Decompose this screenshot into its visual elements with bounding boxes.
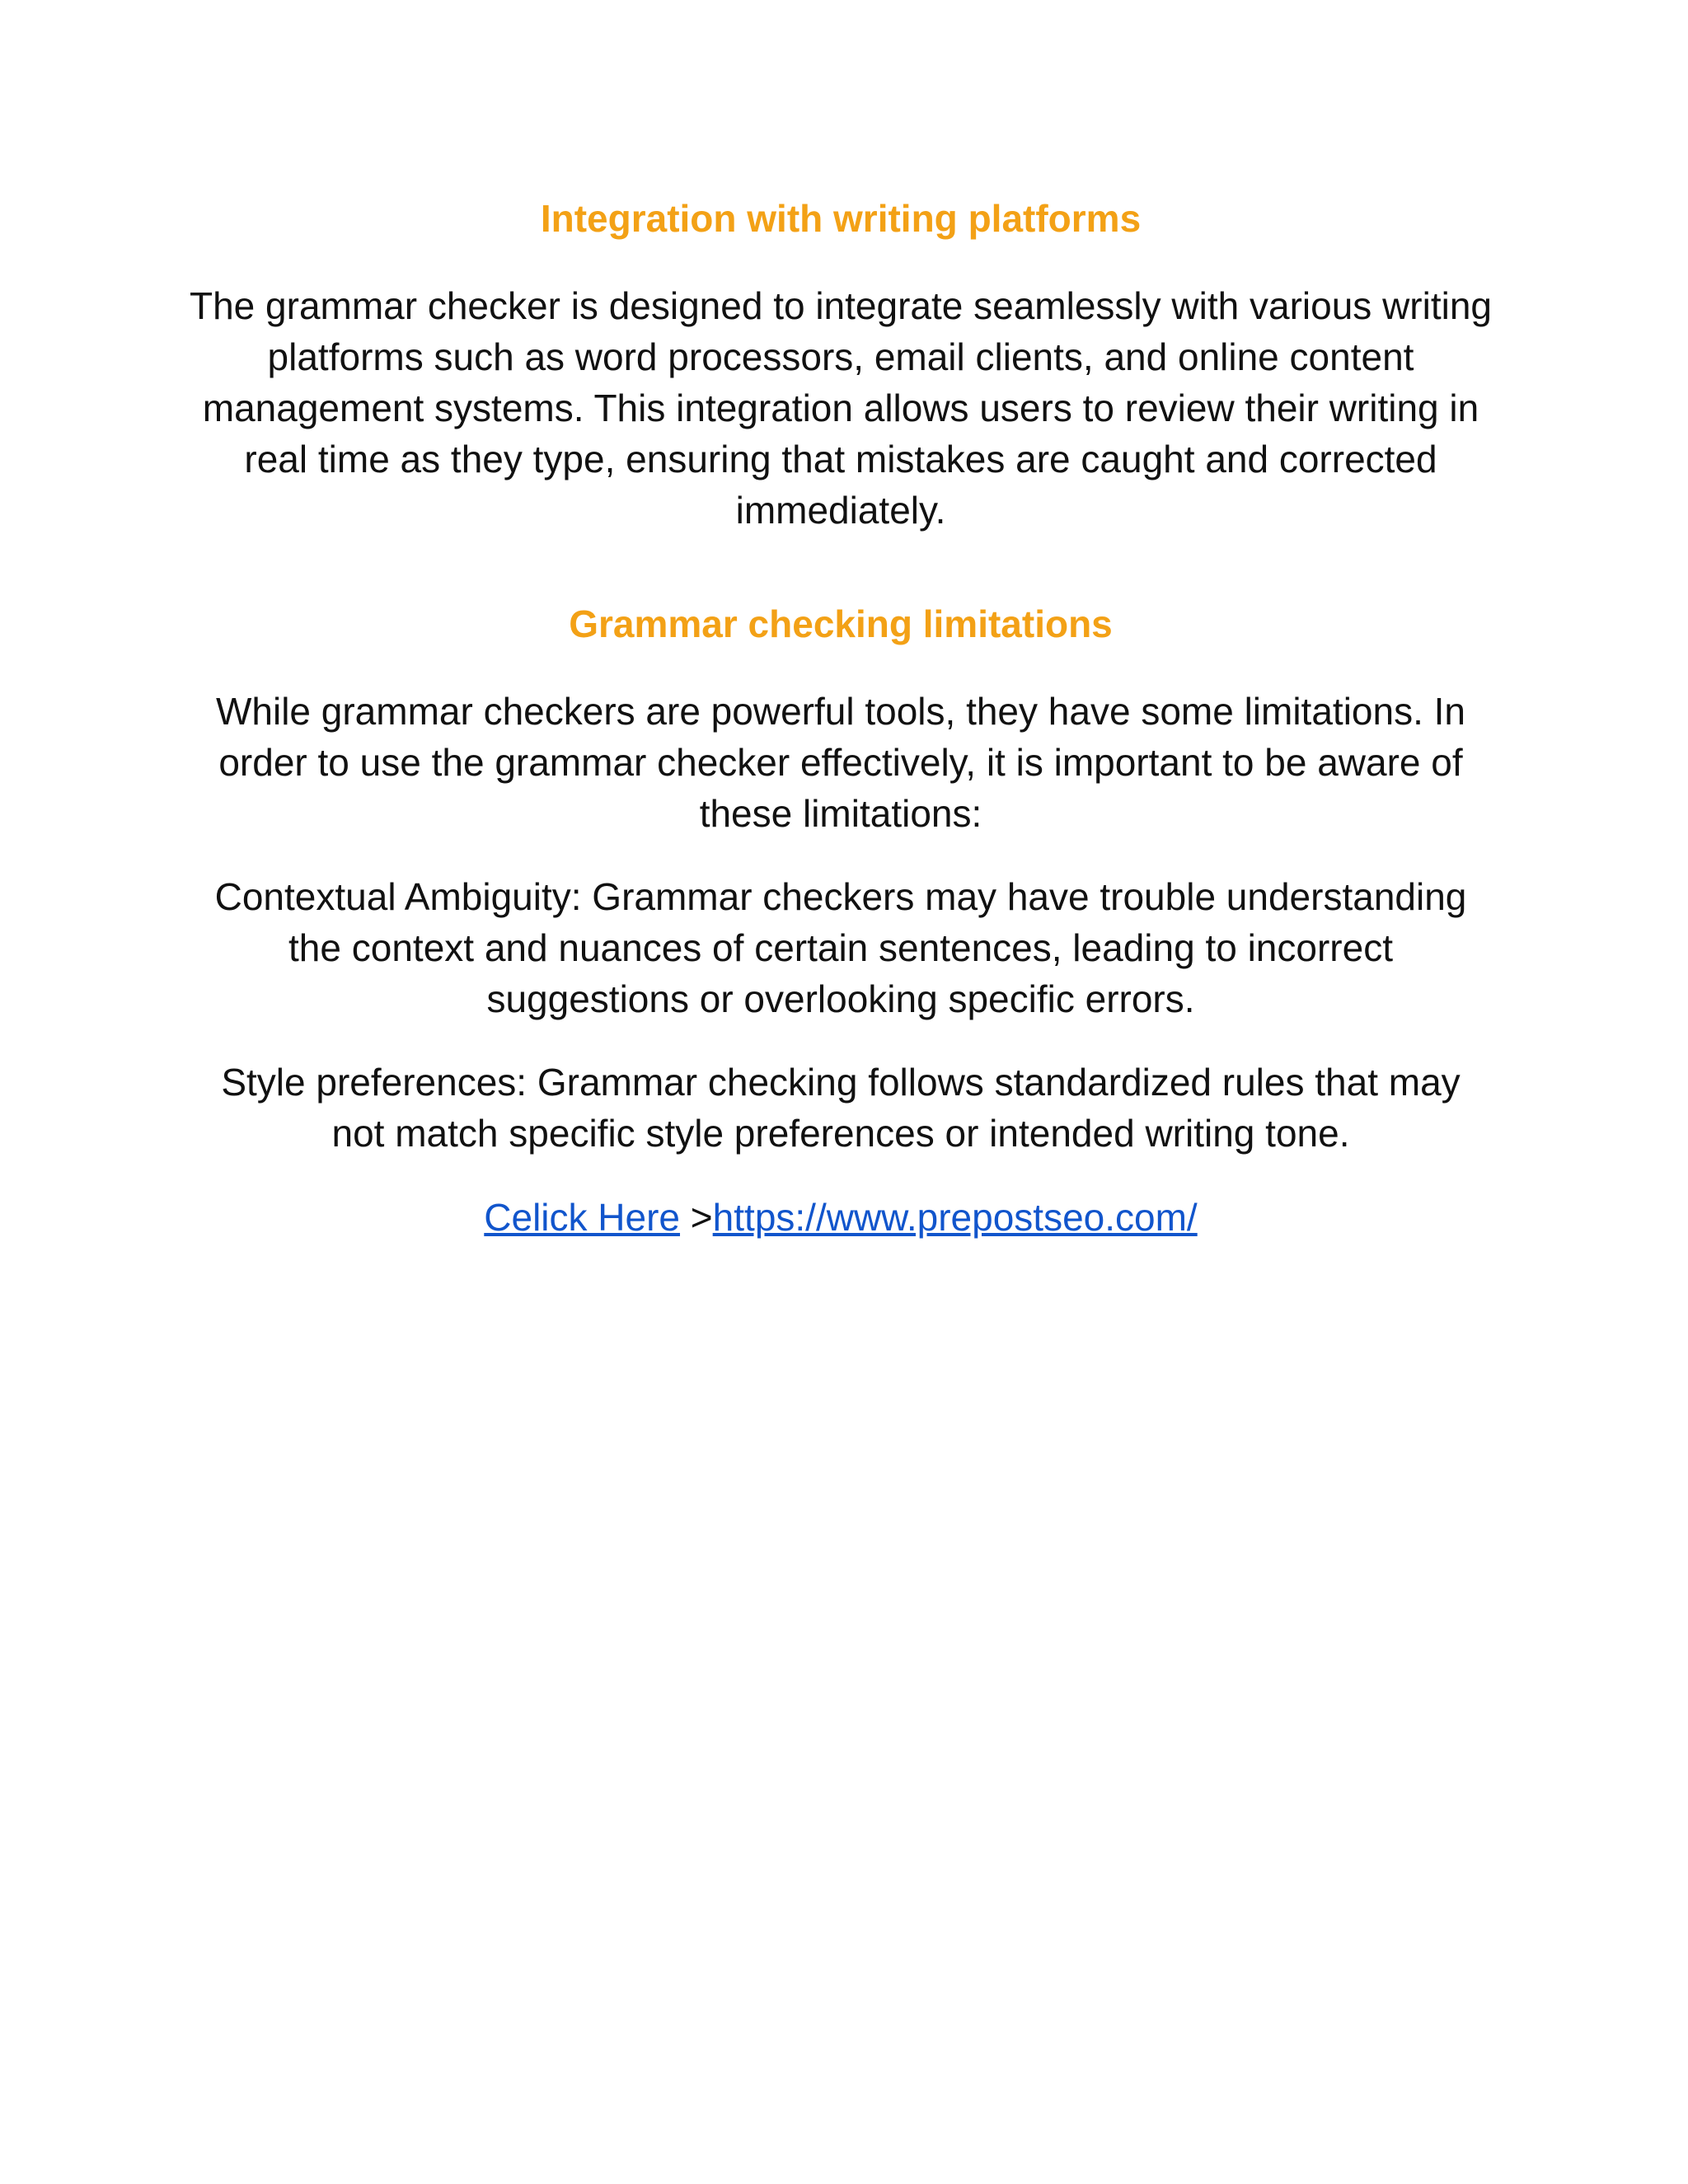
paragraph-contextual-ambiguity: Contextual Ambiguity: Grammar checkers may have trouble understanding the context and nuances of certain sentences, leading to incorrect suggestions or overlooking specific errors.	[214, 875, 1467, 1020]
link-line	[190, 1192, 1492, 1243]
link-separator: >	[680, 1196, 713, 1239]
click-here-link[interactable]: Celick Here	[484, 1196, 681, 1239]
paragraph-limitations-intro: While grammar checkers are powerful tools, they have some limitations. In order to use the grammar checker effectively, it is important to be aware of these limitations:	[215, 690, 1466, 835]
website-url-link[interactable]: https://www.prepostseo.com/	[712, 1196, 1198, 1239]
paragraph-integration: The grammar checker is designed to integrate seamlessly with various writing platforms such as word processors, email clients, and online content management systems. This integration allows users to review their writing in real time as they type, ensuring that mistakes are caught and corrected immediately.	[190, 284, 1492, 532]
section-heading-limitations: Grammar checking limitations	[569, 602, 1113, 645]
section-heading-integration: Integration with writing platforms	[540, 197, 1142, 240]
paragraph-style-preferences: Style preferences: Grammar checking follows standardized rules that may not match specific style preferences or intended writing tone.	[221, 1061, 1461, 1155]
